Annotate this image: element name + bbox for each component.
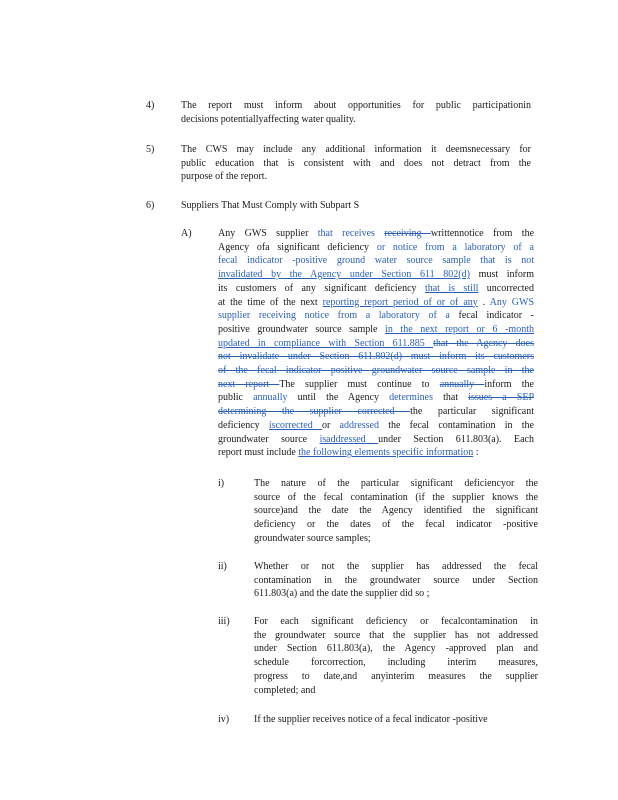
inserted-text: the following elements specific information (298, 447, 474, 459)
item-number: 6) (146, 200, 155, 211)
subsection-label: A) (181, 228, 192, 239)
deleted-text: that the Agency does (433, 337, 534, 349)
text-run: must inform (469, 269, 535, 281)
roman-item-iii-text (254, 615, 538, 697)
text-line: source)and the date the Agency identified the significant (254, 505, 538, 517)
inserted-text: reporting report period of or of any (322, 296, 478, 308)
text-line: the groundwater source that the supplier has not addressed (254, 629, 538, 641)
text-line: If the supplier receives notice of a fecal indicator -positive (254, 714, 488, 725)
deleted-text: annually (439, 378, 485, 390)
text-run: its customers of any significant deficiency (218, 282, 425, 294)
text-line: under Section 611.803(a), the Agency -approved plan and (254, 643, 538, 655)
section-heading: Suppliers That Must Comply with Subpart S (181, 200, 360, 211)
text-line (218, 254, 534, 268)
item-number: 5) (146, 144, 155, 155)
text-line: The report must inform about opportunities for public participationin (181, 100, 531, 111)
text-line: groundwater source samples; (254, 532, 371, 544)
inserted-text: fecal indicator -positive ground water source sample that is not (218, 255, 534, 267)
text-line (218, 433, 534, 447)
inserted-text: iscorrected (268, 419, 322, 431)
text-line: completed; and (254, 684, 316, 696)
text-line (218, 364, 534, 378)
inserted-text: isaddressed (319, 433, 379, 445)
text-run: Any GWS supplier (218, 228, 318, 239)
subsection-a-text (218, 227, 534, 460)
text-run: writtennotice from the (430, 228, 535, 239)
inserted-text: determines (389, 392, 433, 404)
roman-item-number: iv) (218, 714, 230, 725)
item-number: 4) (146, 100, 155, 111)
inserted-text: in the next report or 6 -month (385, 323, 534, 335)
text-line: source of the fecal contamination (if the supplier knows the (254, 491, 538, 503)
item-6-heading (181, 199, 531, 213)
text-run: inform the (484, 378, 534, 390)
text-line: progress to date,and anyinterim measures the supplier (254, 670, 538, 682)
roman-item-number: ii) (218, 561, 227, 572)
text-run: uncorrected (478, 282, 534, 294)
text-line (218, 337, 534, 351)
inserted-text: that receives (317, 228, 385, 239)
text-line: purpose of the report. (181, 171, 268, 183)
text-line (218, 268, 534, 282)
text-line (218, 419, 534, 433)
text-run: : (473, 447, 479, 459)
deleted-text: not invalidate under Section 611.802(d) must inform its customers (218, 351, 534, 363)
text-run: the particular significant (410, 406, 534, 418)
text-line (218, 391, 534, 405)
text-line (218, 323, 534, 337)
text-line: deficiency or the dates of the fecal indicator -positive (254, 519, 538, 531)
text-line (218, 227, 534, 241)
text-line: schedule forcorrection, including interim measures, (254, 657, 538, 669)
text-run: that (432, 392, 469, 404)
text-line: 611.803(a) and the date the supplier did so ; (254, 588, 430, 600)
deleted-text: receiving (384, 228, 431, 239)
item-4-text (181, 99, 531, 126)
deleted-text: determining the supplier corrected (218, 406, 411, 418)
text-line (218, 405, 534, 419)
text-line: public education that is consistent with and does not detract from the (181, 157, 531, 169)
inserted-text: supplier receiving notice from a laboratory of a (218, 310, 459, 322)
inserted-text: invalidated by the Agency under Section 611 802(d) (218, 269, 470, 281)
inserted-text: Any GWS (489, 296, 534, 308)
inserted-text: addressed (339, 419, 379, 431)
item-5-text (181, 143, 531, 184)
text-line (218, 378, 534, 392)
deleted-text: next report (218, 378, 280, 390)
text-run: report must include (218, 447, 299, 459)
deleted-text: of the fecal indicator positive groundwater source sample in the (218, 365, 534, 377)
text-line (218, 282, 534, 296)
text-line: decisions potentiallyaffecting water quality. (181, 113, 356, 125)
text-line: For each significant deficiency or fecalcontamination in (254, 616, 538, 627)
text-line (218, 309, 534, 323)
inserted-text: that is still (424, 282, 479, 294)
text-run: public (218, 392, 254, 404)
roman-item-number: i) (218, 478, 225, 489)
text-line: Whether or not the supplier has addressed the fecal (254, 561, 538, 572)
text-line (218, 350, 534, 364)
roman-item-i-text (254, 477, 538, 546)
text-run: Agency ofa significant deficiency (218, 241, 377, 253)
text-run: deficiency (218, 419, 269, 431)
text-line (218, 296, 534, 310)
deleted-text: issues a SEP (468, 392, 535, 404)
text-line (218, 446, 534, 460)
text-run: positive groundwater source sample (218, 323, 386, 335)
text-line: The CWS may include any additional information it deemsnecessary for (181, 144, 531, 155)
text-run: until the Agency (287, 392, 390, 404)
roman-item-number: iii) (218, 616, 230, 627)
text-line: The nature of the particular significant deficiencyor the (254, 478, 538, 489)
text-line: contamination in the groundwater source under Section (254, 574, 538, 586)
inserted-text: updated in compliance with Section 611.885 (218, 337, 434, 349)
text-line (218, 241, 534, 255)
inserted-text: or notice from a laboratory of a (376, 241, 534, 253)
text-run: The supplier must continue to (279, 378, 440, 390)
text-run: or (321, 419, 340, 431)
inserted-text: annually (253, 392, 288, 404)
text-run: under Section 611.803(a). Each (378, 433, 534, 445)
text-run: fecal indicator - (458, 310, 535, 322)
roman-item-ii-text (254, 560, 538, 601)
text-run: groundwater source (218, 433, 320, 445)
text-run: . (477, 296, 490, 308)
roman-item-iv-text (254, 713, 538, 727)
text-run: the fecal contamination in the (378, 419, 534, 431)
text-run: at the time of the next (218, 296, 323, 308)
